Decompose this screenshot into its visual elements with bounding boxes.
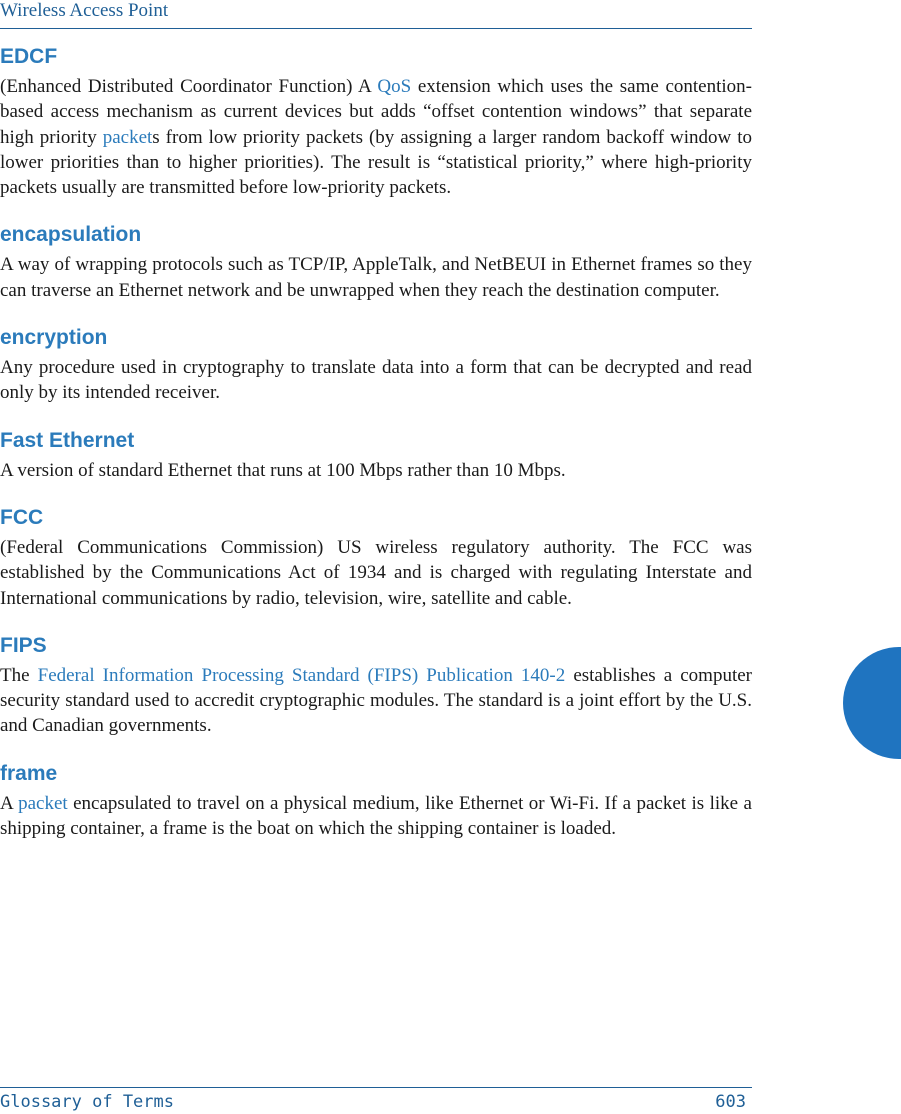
definition-edcf — [0, 74, 752, 200]
header-rule — [0, 28, 752, 29]
footer-section-title: Glossary of Terms — [0, 1092, 174, 1112]
definition-fips — [0, 663, 752, 739]
definition-text: establishes a computer security standard used to accredit cryptographic modules. The standard is a joint effort by the U.S. and Canadian governments. — [0, 664, 752, 737]
definition-fast-ethernet: A version of standard Ethernet that runs at 100 Mbps rather than 10 Mbps. — [0, 459, 566, 481]
term-fips: FIPS — [0, 633, 47, 657]
definition-text: s from low priority packets (by assigning a larger random backoff window to lower priorities than to higher priorities). The result is “statistical priority,” where high-priority packets usually are transmitted before low-priority packets. — [0, 126, 752, 199]
term-frame: frame — [0, 761, 58, 785]
qos-link[interactable]: QoS — [377, 76, 412, 97]
page-number: 603 — [715, 1092, 746, 1112]
packet-link[interactable]: packet — [18, 792, 68, 814]
footer-rule — [0, 1087, 752, 1088]
definition-encryption: Any procedure used in cryptography to translate data into a form that can be decrypted and read only by its intended receiver. — [0, 357, 752, 404]
term-edcf: EDCF — [0, 45, 58, 68]
glossary-content — [0, 44, 752, 863]
definition-text: extension which uses the same contention-based access mechanism as current devices but adds “offset contention windows” that separate high priority — [0, 76, 752, 148]
term-fast-ethernet: Fast Ethernet — [0, 428, 135, 452]
definition-text: (Enhanced Distributed Coordinator Function) A — [0, 76, 378, 97]
term-encryption: encryption — [0, 326, 108, 350]
running-header-title: Wireless Access Point — [0, 0, 169, 21]
definition-encapsulation: A way of wrapping protocols such as TCP/IP, AppleTalk, and NetBEUI in Ethernet frames so they can traverse an Ethernet network and be unwrapped when they reach the destination computer. — [0, 254, 752, 301]
chapter-thumb-tab — [843, 647, 901, 759]
term-encapsulation: encapsulation — [0, 223, 142, 247]
definition-frame — [0, 791, 752, 842]
packet-link[interactable]: packet — [102, 126, 153, 148]
term-fcc: FCC — [0, 505, 44, 529]
definition-text: The — [0, 664, 38, 686]
definition-fcc: (Federal Communications Commission) US wireless regulatory authority. The FCC was established by the Communications Act of 1934 and is charged with regulating Interstate and International communications by radio, television, wire, satellite and cable. — [0, 536, 752, 609]
definition-text: A — [0, 792, 19, 814]
fips-publication-link[interactable]: Federal Information Processing Standard (FIPS) Publication 140-2 — [37, 664, 566, 686]
definition-text: encapsulated to travel on a physical medium, like Ethernet or Wi-Fi. If a packet is like a shipping container, a frame is the boat on which the shipping container is loaded. — [0, 792, 752, 840]
